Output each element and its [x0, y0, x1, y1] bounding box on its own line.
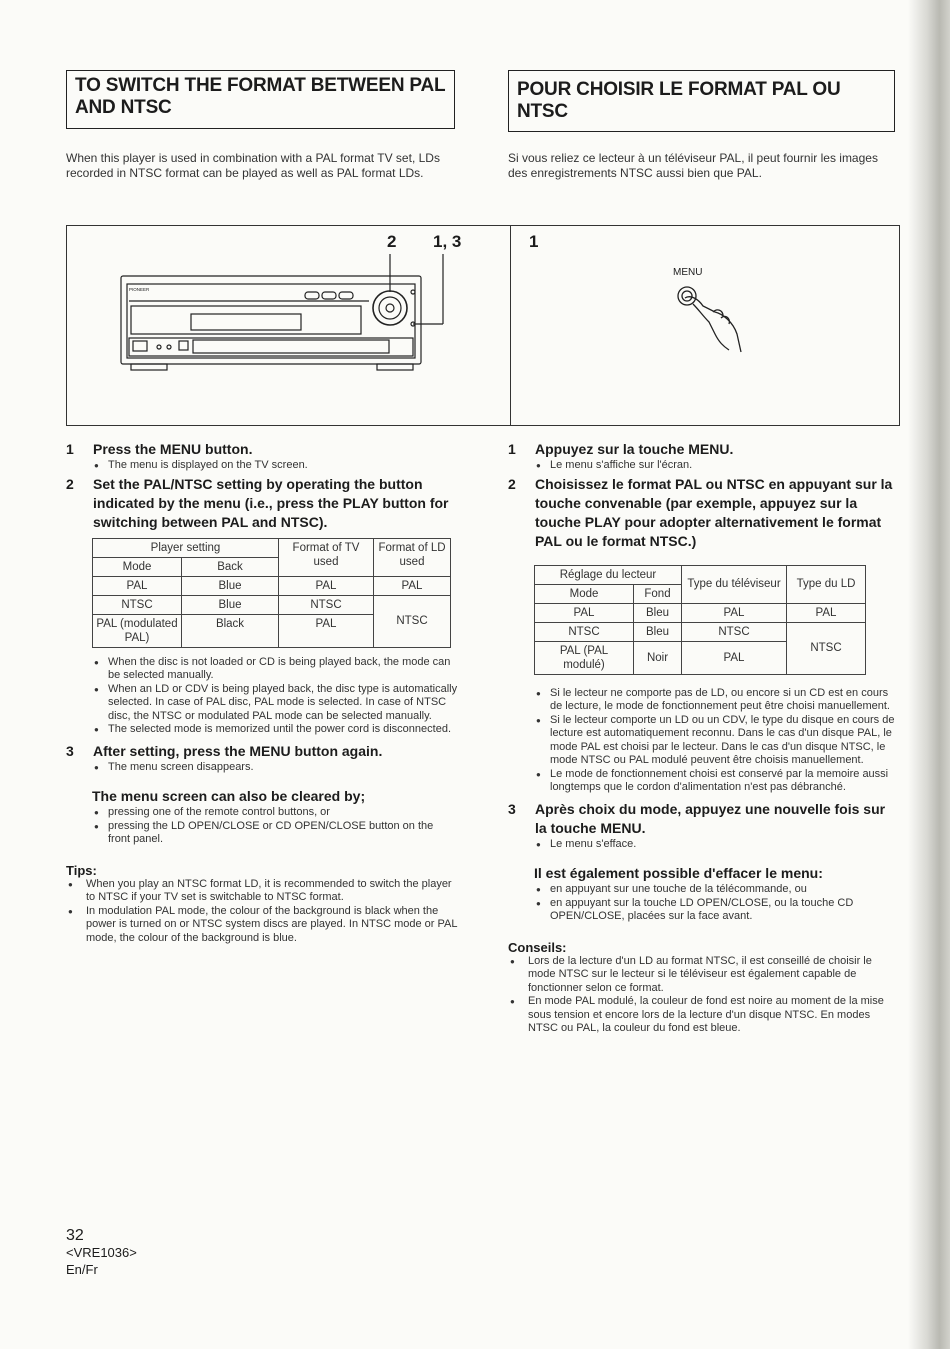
table-row: NTSC Blue NTSC NTSC [93, 595, 451, 614]
menu-label: MENU [673, 267, 703, 278]
list-item: ● When the disc is not loaded or CD is being played back, the mode can be selected manually. [92, 656, 458, 683]
table-row: PAL Blue PAL PAL [93, 576, 451, 595]
tips-heading-fr: Conseils: [508, 939, 567, 955]
th-mode-fr: Mode [535, 584, 634, 603]
page-number: 32 [66, 1227, 84, 1244]
illustration-panel [66, 225, 900, 426]
th-type-televiseur: Type du téléviseur [682, 565, 787, 603]
list-item: ● En mode PAL modulé, la couleur de fond est noire au moment de la mise sous tension et encore lors de la lecture d'un disque NTSC. En modes NTSC ou PAL, la couleur du fond est bleue. [508, 995, 900, 1036]
notes-en [66, 656, 458, 737]
callout-1-3: 1, 3 [433, 232, 462, 251]
notes-fr [508, 687, 900, 795]
list-item: ● Lors de la lecture d'un LD au format NTSC, il est conseillé de choisir le mode NTSC sur le lecteur si le téléviseur est également capable de fonctionner selon ce format. [508, 955, 900, 996]
column-french [508, 440, 900, 1036]
th-type-ld: Type du LD [787, 565, 866, 603]
step-1-note-fr: ● Le menu s'affiche sur l'écran. [534, 459, 900, 473]
th-back: Back [182, 557, 279, 576]
cleared-heading-en: The menu screen can also be cleared by; [92, 788, 366, 804]
step-2-en: 2 Set the PAL/NTSC setting by operating the button indicated by the menu (i.e., press the PLAY button for switching between PAL and NTSC). [66, 475, 449, 530]
list-item: ● Si le lecteur ne comporte pas de LD, ou encore si un CD est en cours de lecture, le mode de fonctionnement peut être choisi manuellement. [534, 687, 900, 714]
scanned-page-edge [908, 0, 950, 1349]
list-item: ● Le mode de fonctionnement choisi est conservé par la memoire aussi longtemps que le cordon d'alimentation n'est pas débranché. [534, 768, 900, 795]
callout-step-1: 1 [529, 232, 539, 251]
column-english [66, 440, 458, 945]
format-table-en [92, 538, 451, 648]
tips-heading-en: Tips: [66, 862, 97, 878]
language-code: En/Fr [66, 1262, 98, 1277]
table-row: PAL Bleu PAL PAL [535, 603, 866, 622]
list-item: ● en appuyant sur une touche de la télécommande, ou [534, 883, 900, 897]
figure-divider [510, 226, 511, 425]
list-item: ● In modulation PAL mode, the colour of the background is black when the power is turned on or NTSC system discs are played. In NTSC mode or PAL mode, the colour of the background is blue. [66, 905, 458, 946]
step-3-note-fr: ● Le menu s'efface. [534, 838, 900, 852]
list-item: ● When you play an NTSC format LD, it is recommended to switch the player to NTSC if your TV set is switchable to NTSC format. [66, 878, 458, 905]
tips-list-fr [508, 955, 900, 1036]
intro-fr: Si vous reliez ce lecteur à un téléviseur PAL, il peut fournir les images des enregistrements NTSC aussi bien que PAL. [508, 151, 878, 180]
list-item: ● pressing one of the remote control buttons, or [92, 806, 458, 820]
th-tv-format: Format of TV used [279, 538, 374, 576]
cleared-list-en [66, 806, 458, 847]
brand-label: PIONEER [129, 287, 150, 292]
list-item: ● When an LD or CDV is being played back, the disc type is automatically selected. In case of PAL disc, PAL mode is selected. In case of NTSC disc, the NTSC or modulated PAL mode can be selected manually. [92, 683, 458, 724]
step-3-en: 3 After setting, press the MENU button again. [66, 742, 383, 759]
doc-code: <VRE1036> [66, 1245, 137, 1260]
cleared-heading-fr: Il est également possible d'effacer le menu: [534, 865, 823, 881]
list-item: ● pressing the LD OPEN/CLOSE or CD OPEN/CLOSE button on the front panel. [92, 820, 458, 847]
table-row: NTSC Bleu NTSC NTSC [535, 622, 866, 641]
page-footer [66, 1227, 137, 1278]
intro-en: When this player is used in combination with a PAL format TV set, LDs recorded in NTSC format can be played as well as PAL format LDs. [66, 151, 440, 180]
step-3-fr: 3 Après choix du mode, appuyez une nouvelle fois sur la touche MENU. [508, 800, 886, 836]
th-mode: Mode [93, 557, 182, 576]
step-1-note-en: ● The menu is displayed on the TV screen. [92, 459, 458, 473]
callout-2: 2 [387, 232, 397, 251]
th-reglage-lecteur: Réglage du lecteur [535, 565, 682, 584]
step-1-fr: 1 Appuyez sur la touche MENU. [508, 441, 734, 457]
th-fond: Fond [634, 584, 682, 603]
th-ld-format: Format of LD used [374, 538, 451, 576]
step-2-fr: 2 Choisissez le format PAL ou NTSC en appuyant sur la touche convenable (par exemple, appuyez sur la touche PLAY pour adopter alternativement le format PAL ou le format NTSC.) [508, 475, 893, 549]
list-item: ● The selected mode is memorized until the power cord is disconnected. [92, 723, 458, 737]
hand-pressing-menu-button-illustration [663, 278, 753, 368]
section-title-en: TO SWITCH THE FORMAT BETWEEN PAL AND NTSC [66, 70, 455, 129]
ld-player-illustration [107, 254, 447, 384]
table-row: PAL (modulated PAL) Black PAL [93, 614, 451, 647]
list-item: ● en appuyant sur la touche LD OPEN/CLOSE, ou la touche CD OPEN/CLOSE, placées sur la face avant. [534, 897, 900, 924]
step-1-en: 1 Press the MENU button. [66, 441, 253, 457]
step-3-note-en: ● The menu screen disappears. [92, 761, 458, 775]
format-table-fr [534, 565, 866, 675]
section-title-fr: POUR CHOISIR LE FORMAT PAL OU NTSC [508, 70, 895, 132]
table-row: PAL (PAL modulé) Noir PAL [535, 641, 866, 674]
cleared-list-fr [508, 883, 900, 924]
tips-list-en [66, 878, 458, 946]
list-item: ● Si le lecteur comporte un LD ou un CDV, le type du disque en cours de lecture est automatiquement reconnu. Dans le cas d'un disque PAL, le mode PAL est choisi par le lecteur. Dans le cas d'un disque NTSC, le mode NTSC ou PAL modulé peuvent être choisis manuellement. [534, 714, 900, 768]
th-player-setting: Player setting [93, 538, 279, 557]
